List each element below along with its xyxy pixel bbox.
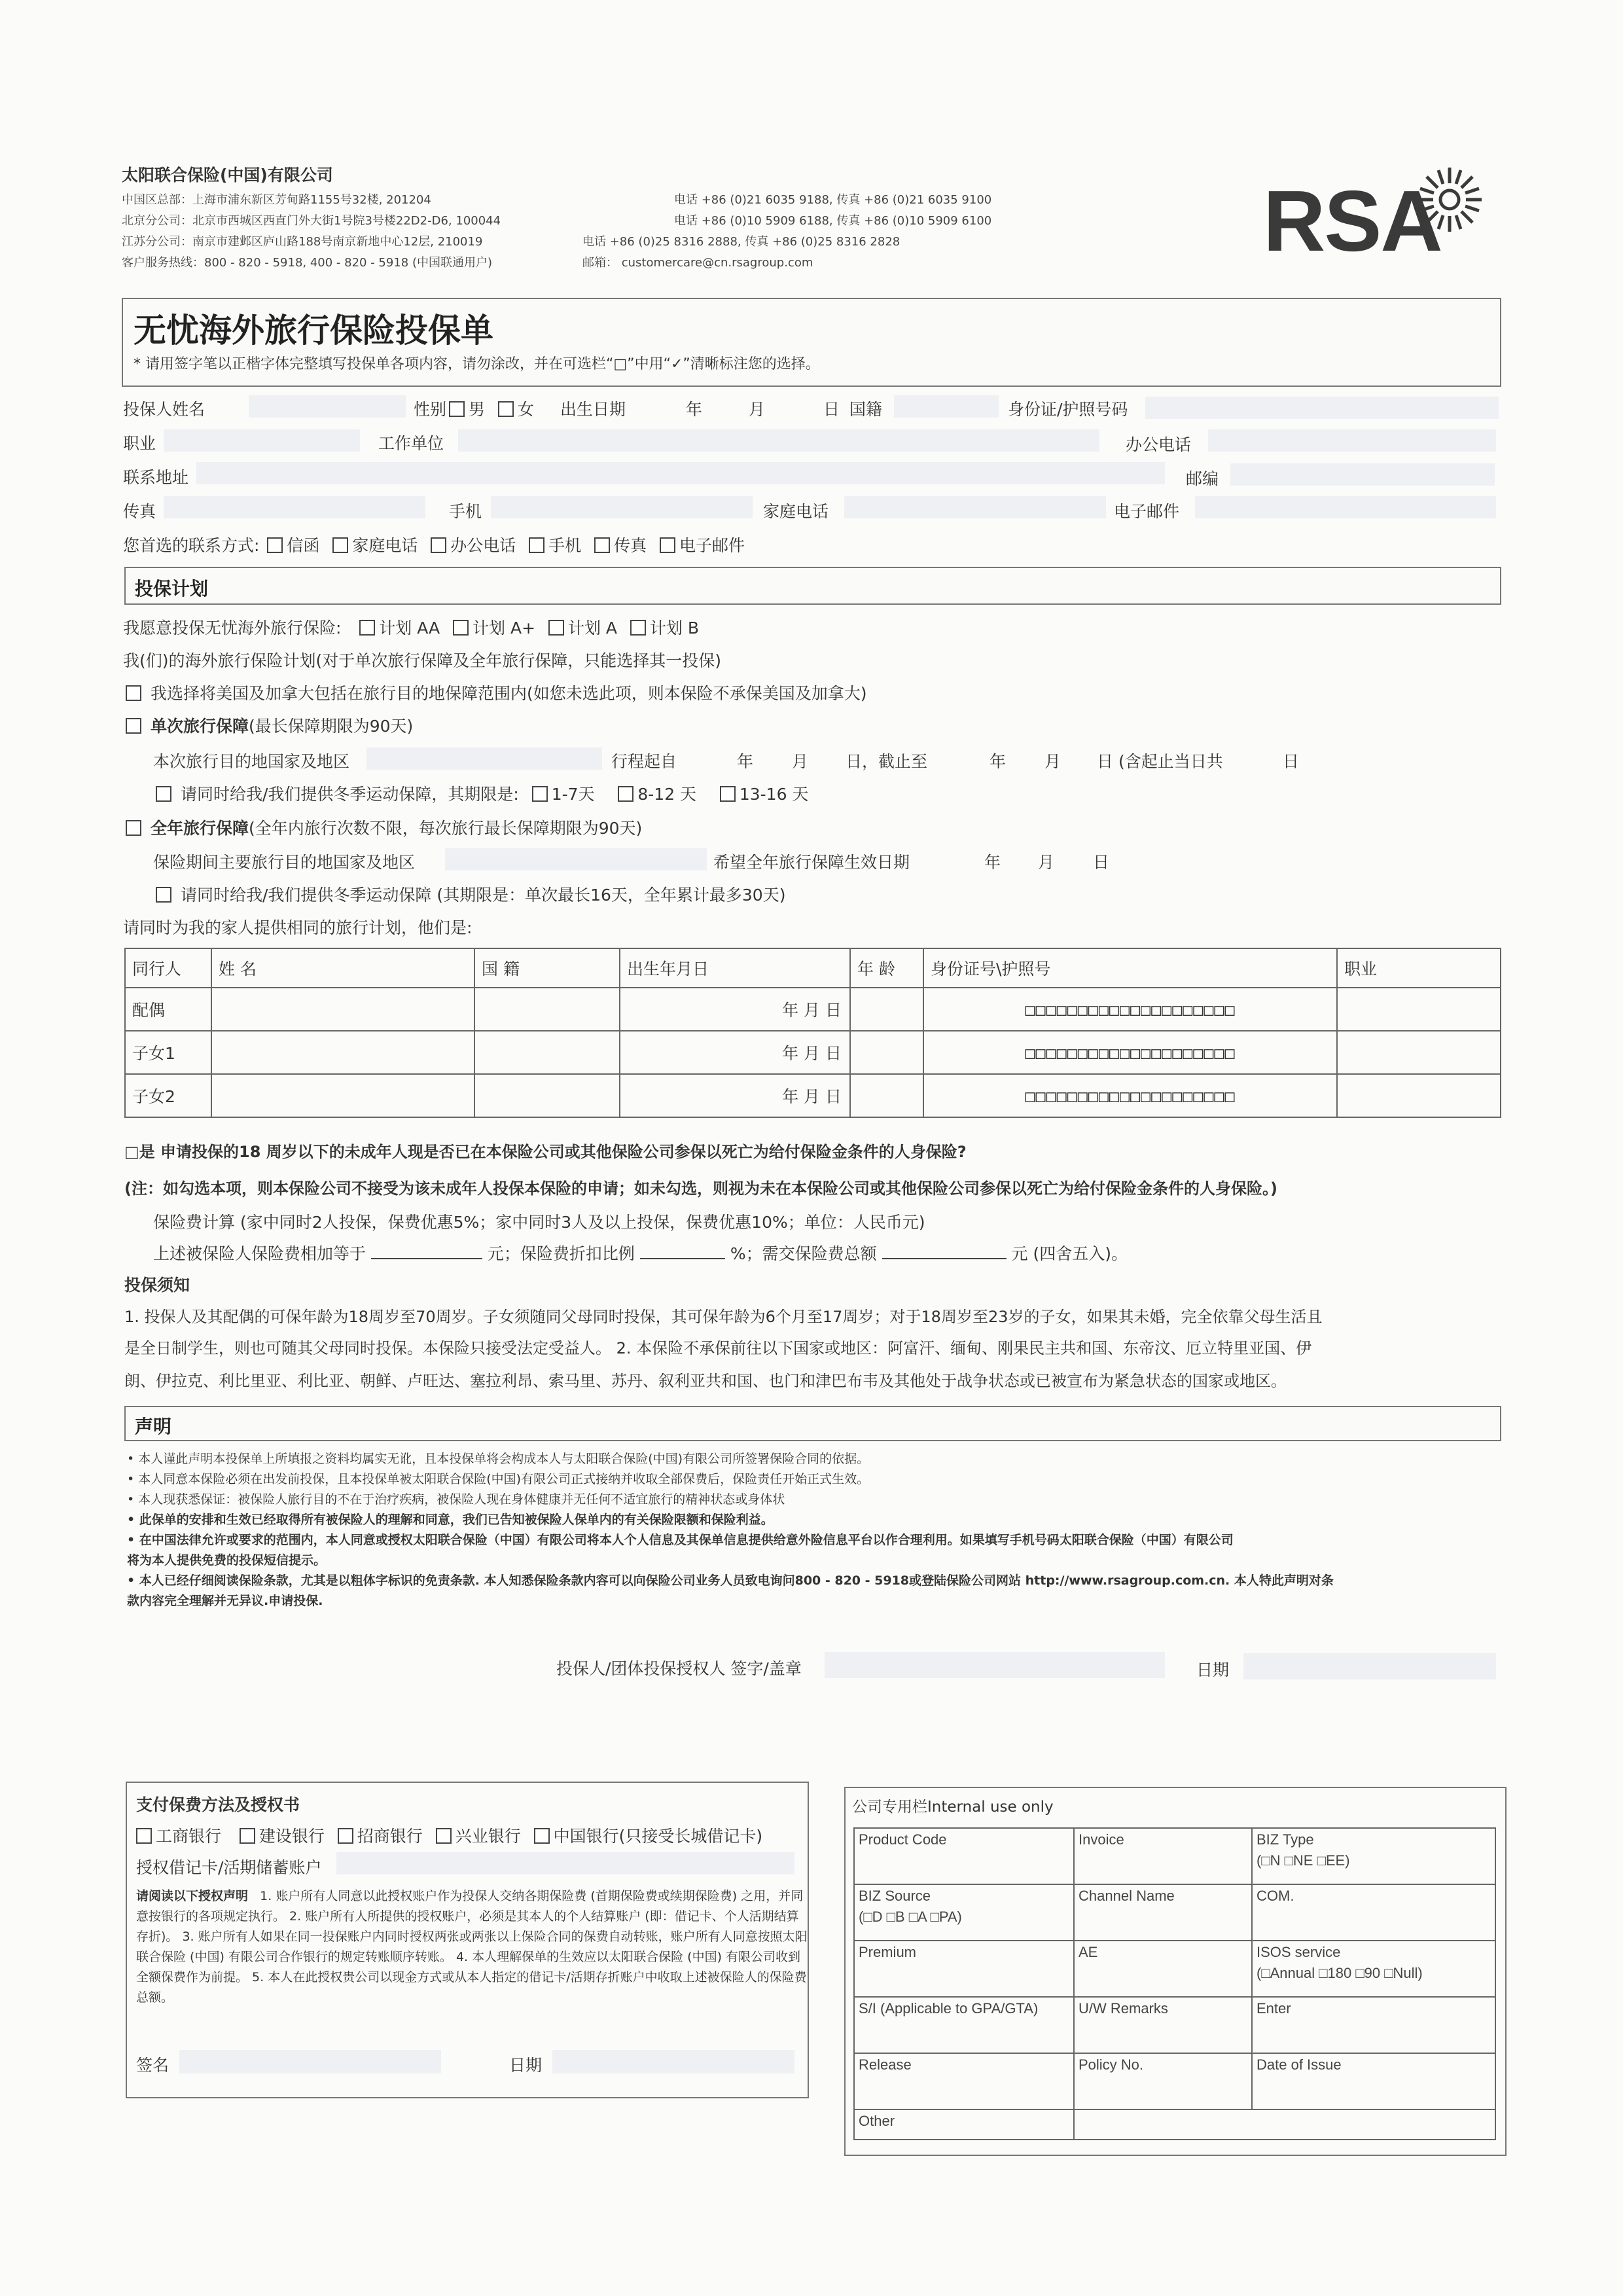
cmb-checkbox[interactable] bbox=[338, 1828, 353, 1844]
product-code-cell[interactable]: Product Code bbox=[854, 1828, 1074, 1884]
family-table bbox=[124, 948, 1501, 1118]
contact-option-label: 信函 bbox=[287, 536, 320, 555]
annual-start-day: 日 bbox=[1093, 853, 1110, 872]
signature-date-label: 日期 bbox=[1196, 1660, 1230, 1679]
winter-1-7-checkbox[interactable] bbox=[532, 786, 548, 802]
total-field[interactable] bbox=[882, 1258, 1007, 1259]
header-cell: 国 籍 bbox=[474, 948, 620, 988]
payment-sign-label: 签名 bbox=[136, 2056, 169, 2075]
trip-start-month: 月 bbox=[792, 752, 809, 771]
header-cell: 同行人 bbox=[125, 948, 211, 988]
gender-label: 性别 bbox=[414, 400, 447, 419]
signature-label: 投保人/团体投保授权人 签字/盖章 bbox=[556, 1659, 802, 1678]
address-field[interactable] bbox=[196, 462, 1165, 484]
uw-remarks-cell[interactable]: U/W Remarks bbox=[1074, 1997, 1252, 2053]
trip-days-day: 日 bbox=[1283, 752, 1300, 771]
contact-option-label: 手机 bbox=[548, 536, 582, 555]
table-row bbox=[854, 1828, 1495, 1884]
single-destination-field[interactable] bbox=[366, 747, 602, 770]
payment-date-label: 日期 bbox=[509, 2056, 543, 2075]
ccb-checkbox[interactable] bbox=[240, 1828, 255, 1844]
minor-question[interactable]: □是 申请投保的18 周岁以下的未成年人现是否已在本保险公司或其他保险公司参保以死亡为给付保险金条件的人身保险? bbox=[124, 1143, 967, 1161]
declaration-line: • 本人同意本保险必须在出发前投保，且本投保单被太阳联合保险(中国)有限公司正式接纳并收取全部保费后，保险责任开始正式生效。 bbox=[127, 1472, 870, 1486]
rsa-logo: RSA bbox=[1263, 173, 1442, 269]
company-name: 太阳联合保险(中国)有限公司 bbox=[122, 166, 333, 185]
winter-8-12-checkbox[interactable] bbox=[618, 786, 633, 802]
total-label: %；需交保险费总额 bbox=[730, 1244, 877, 1263]
contact-office-phone-checkbox[interactable] bbox=[431, 537, 446, 553]
fax-label: 传真 bbox=[123, 502, 156, 521]
contact-home-phone-checkbox[interactable] bbox=[332, 537, 348, 553]
name-cell[interactable] bbox=[211, 1074, 474, 1117]
dob-year: 年 bbox=[686, 400, 703, 419]
annual-destination-label: 保险期间主要旅行目的地国家及地区 bbox=[153, 853, 416, 872]
winter-annual-option bbox=[153, 882, 785, 906]
phone-line: 电话 +86 (0)25 8316 2888, 传真 +86 (0)25 8316 2828 bbox=[582, 235, 901, 249]
annual-start-month: 月 bbox=[1038, 853, 1055, 872]
date-of-issue-cell[interactable]: Date of Issue bbox=[1252, 2053, 1495, 2109]
premium-sum-line bbox=[153, 1241, 1128, 1265]
age-cell[interactable] bbox=[850, 1074, 923, 1117]
annual-trip-note: (全年内旅行次数不限，每次旅行最长保障期限为90天) bbox=[248, 819, 643, 838]
family-table-header bbox=[125, 948, 1501, 988]
table-row bbox=[854, 1941, 1495, 1997]
declaration-section-title: 声明 bbox=[135, 1416, 172, 1437]
table-row bbox=[125, 1074, 1501, 1117]
invoice-cell[interactable]: Invoice bbox=[1074, 1828, 1252, 1884]
trip-end-label: 日，截止至 bbox=[846, 752, 928, 771]
winter-13-16-checkbox[interactable] bbox=[720, 786, 736, 802]
header-cell: 姓 名 bbox=[211, 948, 474, 988]
annual-destination-field[interactable] bbox=[445, 848, 707, 870]
premium-cell[interactable]: Premium bbox=[854, 1941, 1074, 1997]
single-trip-option bbox=[123, 713, 413, 737]
biz-source-options[interactable]: (□D □B □A □PA) bbox=[859, 1909, 962, 1925]
trip-inclusive-label: 日 (含起止当日共 bbox=[1097, 752, 1223, 771]
usa-canada-option bbox=[123, 681, 866, 704]
enter-cell[interactable]: Enter bbox=[1252, 1997, 1495, 2053]
single-destination-label: 本次旅行目的地国家及地区 bbox=[153, 752, 350, 771]
table-row bbox=[125, 988, 1501, 1031]
biz-type-options[interactable]: (□N □NE □EE) bbox=[1257, 1852, 1350, 1869]
minor-note: (注：如勾选本项，则本保险公司不接受为该未成年人投保本保险的申请；如未勾选，则视为未在本保险公司或其他保险公司参保以死亡为给付保险金条件的人身保险。) bbox=[124, 1179, 1277, 1198]
plan-note: 我(们)的海外旅行保险计划(对于单次旅行保障及全年旅行保障，只能选择其一投保) bbox=[123, 651, 722, 670]
form-instructions: * 请用签字笔以正楷字体完整填写投保单各项内容，请勿涂改，并在可选栏“□”中用“✓”清晰标注您的选择。 bbox=[134, 356, 820, 372]
cib-checkbox[interactable] bbox=[436, 1828, 452, 1844]
nationality-label: 国籍 bbox=[849, 400, 883, 419]
winter-option-label: 8-12 天 bbox=[637, 785, 697, 804]
trip-end-year: 年 bbox=[990, 752, 1007, 771]
single-trip-label: 单次旅行保障 bbox=[150, 717, 249, 736]
rounding-label: 元 (四舍五入)。 bbox=[1011, 1244, 1128, 1263]
payment-box bbox=[126, 1782, 809, 2098]
form-title-box bbox=[122, 298, 1501, 387]
payment-date-field[interactable] bbox=[552, 2050, 794, 2073]
discount-field[interactable] bbox=[640, 1258, 725, 1259]
address-line: 中国区总部：上海市浦东新区芳甸路1155号32楼, 201204 bbox=[122, 193, 431, 207]
relation-cell: 配偶 bbox=[125, 988, 211, 1031]
header-cell: 出生年月日 bbox=[620, 948, 850, 988]
header-cell: 职业 bbox=[1337, 948, 1501, 988]
plan-a-checkbox[interactable] bbox=[548, 620, 564, 636]
declaration-line: • 此保单的安排和生效已经取得所有被保险人的理解和同意，我们已告知被保险人保单内的有关保险限额和保险利益。 bbox=[127, 1513, 774, 1527]
id-number-label: 身份证/护照号码 bbox=[1008, 400, 1128, 419]
dob-day: 日 bbox=[823, 400, 840, 419]
annual-trip-option bbox=[123, 816, 642, 839]
home-phone-label: 家庭电话 bbox=[763, 502, 829, 521]
applicant-name-label: 投保人姓名 bbox=[123, 400, 205, 419]
contact-preference bbox=[123, 533, 745, 556]
occupation-field[interactable] bbox=[164, 429, 360, 452]
email-line: 邮箱： customercare@cn.rsagroup.com bbox=[582, 256, 813, 270]
form-title: 无忧海外旅行保险投保单 bbox=[134, 312, 493, 350]
plan-section-title: 投保计划 bbox=[135, 578, 209, 600]
id-boxes-cell[interactable]: □□□□□□□□□□□□□□□□□□□□ bbox=[923, 988, 1337, 1031]
nationality-field[interactable] bbox=[894, 395, 999, 418]
sum-field[interactable] bbox=[371, 1258, 482, 1259]
sum-label: 上述被保险人保险费相加等于 bbox=[153, 1244, 366, 1263]
contact-fax-checkbox[interactable] bbox=[594, 537, 610, 553]
winter-option-label: 13-16 天 bbox=[739, 785, 809, 804]
id-boxes-cell[interactable]: □□□□□□□□□□□□□□□□□□□□ bbox=[923, 1031, 1337, 1074]
age-cell[interactable] bbox=[850, 988, 923, 1031]
boc-checkbox[interactable] bbox=[534, 1828, 550, 1844]
internal-table bbox=[853, 1827, 1496, 2140]
address-line: 江苏分公司：南京市建邺区庐山路188号南京新地中心12层, 210019 bbox=[122, 235, 483, 249]
postcode-field[interactable] bbox=[1230, 463, 1495, 486]
plan-aa-checkbox[interactable] bbox=[359, 620, 375, 636]
si-cell[interactable]: S/I (Applicable to GPA/GTA) bbox=[854, 1997, 1074, 2053]
isos-label: ISOS service bbox=[1257, 1944, 1341, 1960]
plan-b-checkbox[interactable] bbox=[630, 620, 646, 636]
dob-cell[interactable]: 年 月 日 bbox=[620, 1031, 850, 1074]
usa-canada-label: 我选择将美国及加拿大包括在旅行目的地保障范围内(如您未选此项，则本保险不承保美国及加拿大) bbox=[150, 684, 867, 703]
email-label: 电子邮件 bbox=[1114, 502, 1180, 521]
usa-canada-checkbox[interactable] bbox=[126, 685, 141, 701]
dob-month: 月 bbox=[749, 400, 766, 419]
plan-selection bbox=[123, 615, 699, 639]
job-cell[interactable] bbox=[1337, 988, 1501, 1031]
payment-sign-field[interactable] bbox=[179, 2050, 441, 2073]
winter-single-label: 请同时给我/我们提供冬季运动保障，其期限是: bbox=[180, 785, 519, 804]
channel-name-cell[interactable]: Channel Name bbox=[1074, 1884, 1252, 1941]
plan-a-plus-checkbox[interactable] bbox=[453, 620, 469, 636]
occupation-label: 职业 bbox=[123, 434, 156, 453]
table-row bbox=[125, 1031, 1501, 1074]
nationality-cell[interactable] bbox=[474, 1031, 620, 1074]
winter-option-label: 1-7天 bbox=[551, 785, 595, 804]
annual-trip-checkbox[interactable] bbox=[126, 820, 141, 836]
male-checkbox[interactable] bbox=[449, 401, 465, 417]
address-line: 客户服务热线：800 - 820 - 5918, 400 - 820 - 5918 (中国联通用户) bbox=[122, 256, 493, 270]
authorization-text bbox=[136, 1886, 810, 2008]
job-cell[interactable] bbox=[1337, 1074, 1501, 1117]
employer-label: 工作单位 bbox=[378, 434, 444, 453]
table-row bbox=[854, 1884, 1495, 1941]
biz-source-cell[interactable] bbox=[854, 1884, 1074, 1941]
bank-label: 工商银行 bbox=[156, 1827, 222, 1846]
biz-type-label: BIZ Type bbox=[1257, 1831, 1314, 1848]
age-cell[interactable] bbox=[850, 1031, 923, 1074]
release-cell[interactable]: Release bbox=[854, 2053, 1074, 2109]
dob-cell[interactable]: 年 月 日 bbox=[620, 988, 850, 1031]
trip-end-month: 月 bbox=[1044, 752, 1061, 771]
bank-label: 招商银行 bbox=[357, 1827, 423, 1846]
bank-options bbox=[134, 1823, 762, 1847]
account-field[interactable] bbox=[336, 1852, 794, 1874]
bank-label: 中国银行(只接受长城借记卡) bbox=[553, 1827, 763, 1846]
email-field[interactable] bbox=[1195, 496, 1496, 518]
account-label: 授权借记卡/活期储蓄账户 bbox=[136, 1858, 322, 1877]
contact-mobile-checkbox[interactable] bbox=[529, 537, 544, 553]
contact-option-label: 电子邮件 bbox=[679, 536, 745, 555]
dob-label: 出生日期 bbox=[560, 400, 626, 419]
dob-cell[interactable]: 年 月 日 bbox=[620, 1074, 850, 1117]
plan-section-header bbox=[124, 567, 1501, 605]
applicant-name-field[interactable] bbox=[249, 395, 406, 418]
gender-group bbox=[414, 397, 534, 420]
id-boxes-cell[interactable]: □□□□□□□□□□□□□□□□□□□□ bbox=[923, 1074, 1337, 1117]
payment-title: 支付保费方法及授权书 bbox=[136, 1795, 300, 1814]
auth-body: 1. 账户所有人同意以此授权账户作为投保人交纳各期保险费 (首期保险费或续期保险费) 之用，并同意按银行的各项规定执行。 2. 账户所有人所提供的授权账户，必须是其本人的个人结算账户 (即：借记卡、个人活期结算存折)。 3. 账户所有人如果在同一投保账户内同时授权两张或两张以上保险合同的保费自动转账，账户所有人同意按照太阳联合保险 (中国) 有限公司合作银行的规定转账顺序转账。 4. 本人理解保单的生效应以太阳联合保险 (中国) 有限公司收到全额保费作为前提。 5. 本人在此授权贵公司以现金方式或从本人指定的借记卡/活期存折账户中收取上述被保险人的保险费总额。 bbox=[136, 1889, 808, 2005]
plan-want-label: 我愿意投保无忧海外旅行保险: bbox=[123, 619, 342, 637]
auth-title: 请阅读以下授权声明 bbox=[136, 1889, 249, 1903]
trip-start-year: 年 bbox=[737, 752, 754, 771]
phone-line: 电话 +86 (0)21 6035 9188, 传真 +86 (0)21 6035 9100 bbox=[674, 193, 992, 207]
mobile-field[interactable] bbox=[491, 496, 753, 518]
phone-block bbox=[582, 190, 992, 274]
single-trip-note: (最长保障期限为90天) bbox=[248, 717, 414, 736]
address-line: 北京分公司：北京市西城区西直门外大街1号院3号楼22D2-D6, 100044 bbox=[122, 214, 501, 228]
address-label: 联系地址 bbox=[123, 468, 189, 487]
male-label: 男 bbox=[469, 400, 486, 419]
contact-pref-label: 您首选的联系方式: bbox=[123, 536, 260, 555]
office-phone-field[interactable] bbox=[1208, 429, 1496, 452]
sun-logo-icon bbox=[1414, 164, 1486, 236]
female-checkbox[interactable] bbox=[498, 401, 514, 417]
contact-option-label: 办公电话 bbox=[450, 536, 516, 555]
nationality-cell[interactable] bbox=[474, 988, 620, 1031]
ae-cell[interactable]: AE bbox=[1074, 1941, 1252, 1997]
table-row bbox=[854, 2053, 1495, 2109]
notice-title: 投保须知 bbox=[124, 1276, 190, 1295]
plan-option-label: 计划 A+ bbox=[473, 619, 536, 637]
bank-label: 兴业银行 bbox=[455, 1827, 521, 1846]
isos-cell[interactable] bbox=[1252, 1941, 1495, 1997]
contact-letter-checkbox[interactable] bbox=[267, 537, 283, 553]
isos-options[interactable]: (□Annual □180 □90 □Null) bbox=[1257, 1965, 1423, 1981]
premium-calc-note: 保险费计算 (家中同时2人投保，保费优惠5%；家中同时3人及以上投保，保费优惠10%；单位：人民币元) bbox=[153, 1213, 925, 1232]
policy-no-cell[interactable]: Policy No. bbox=[1074, 2053, 1252, 2109]
name-cell[interactable] bbox=[211, 988, 474, 1031]
single-trip-checkbox[interactable] bbox=[126, 718, 141, 734]
notice-line: 1. 投保人及其配偶的可保年龄为18周岁至70周岁。子女须随同父母同时投保，其可保年龄为6个月至17周岁；对于18周岁至23岁的子女，如果其未婚，完全依靠父母生活且 bbox=[124, 1308, 1323, 1326]
relation-cell: 子女1 bbox=[125, 1031, 211, 1074]
declaration-section-header bbox=[124, 1406, 1501, 1441]
annual-start-label: 希望全年旅行保障生效日期 bbox=[713, 853, 910, 872]
phone-line: 电话 +86 (0)10 5909 6188, 传真 +86 (0)10 5909 6100 bbox=[674, 214, 992, 228]
employer-field[interactable] bbox=[458, 429, 1099, 452]
header-cell: 身份证号\护照号 bbox=[923, 948, 1337, 988]
biz-source-label: BIZ Source bbox=[859, 1888, 931, 1904]
trip-start-label: 行程起自 bbox=[611, 752, 677, 771]
icbc-checkbox[interactable] bbox=[136, 1828, 152, 1844]
contact-option-label: 家庭电话 bbox=[352, 536, 418, 555]
home-phone-field[interactable] bbox=[844, 496, 1106, 518]
biz-type-cell[interactable] bbox=[1252, 1828, 1495, 1884]
table-row bbox=[854, 2109, 1495, 2140]
winter-single-checkbox[interactable] bbox=[156, 786, 171, 802]
declaration-line: • 在中国法律允许或要求的范围内，本人同意或授权太阳联合保险（中国）有限公司将本人个人信息及其保单信息提供给意外险信息平台以作合理利用。如果填写手机号码太阳联合保险（中国）有限公司 bbox=[127, 1533, 1234, 1547]
internal-title: 公司专用栏Internal use only bbox=[852, 1799, 1054, 1816]
id-number-field[interactable] bbox=[1145, 397, 1499, 419]
family-note: 请同时为我的家人提供相同的旅行计划，他们是: bbox=[123, 918, 473, 937]
postcode-label: 邮编 bbox=[1186, 469, 1219, 488]
other-cell[interactable]: Other bbox=[854, 2109, 1074, 2140]
winter-annual-label: 请同时给我/我们提供冬季运动保障 (其期限是：单次最长16天，全年累计最多30天) bbox=[180, 886, 786, 905]
declaration-line: • 本人现获悉保证：被保险人旅行目的不在于治疗疾病，被保险人现在身体健康并无任何不适宜旅行的精神状态或身体状 bbox=[127, 1492, 785, 1507]
signature-date-field[interactable] bbox=[1243, 1653, 1496, 1679]
winter-single-option bbox=[153, 781, 808, 805]
bank-label: 建设银行 bbox=[259, 1827, 325, 1846]
plan-option-label: 计划 B bbox=[649, 619, 700, 637]
name-cell[interactable] bbox=[211, 1031, 474, 1074]
com-cell[interactable]: COM. bbox=[1252, 1884, 1495, 1941]
annual-start-year: 年 bbox=[984, 853, 1001, 872]
job-cell[interactable] bbox=[1337, 1031, 1501, 1074]
plan-option-label: 计划 AA bbox=[379, 619, 440, 637]
office-phone-label: 办公电话 bbox=[1126, 435, 1192, 454]
mobile-label: 手机 bbox=[449, 502, 482, 521]
declaration-line: 将为本人提供免费的投保短信提示。 bbox=[127, 1553, 327, 1568]
discount-label: 元；保险费折扣比例 bbox=[487, 1244, 635, 1263]
relation-cell: 子女2 bbox=[125, 1074, 211, 1117]
annual-trip-label: 全年旅行保障 bbox=[150, 819, 249, 838]
other-value-cell[interactable] bbox=[1074, 2109, 1495, 2140]
contact-email-checkbox[interactable] bbox=[660, 537, 675, 553]
declaration-line: • 本人谨此声明本投保单上所填报之资料均属实无讹，且本投保单将会构成本人与太阳联合保险(中国)有限公司所签署保险合同的依据。 bbox=[127, 1452, 870, 1466]
notice-line: 是全日制学生，则也可随其父母同时投保。本保险只接受法定受益人。 2. 本保险不承保前往以下国家或地区：阿富汗、缅甸、刚果民主共和国、东帝汶、厄立特里亚国、伊 bbox=[124, 1339, 1312, 1357]
female-label: 女 bbox=[517, 400, 534, 419]
plan-option-label: 计划 A bbox=[567, 619, 618, 637]
notice-line: 朗、伊拉克、利比里亚、利比亚、朝鲜、卢旺达、塞拉利昂、索马里、苏丹、叙利亚共和国、也门和津巴布韦及其他处于战争状态或已被宣布为紧急状态的国家或地区。 bbox=[124, 1372, 1287, 1390]
declaration-line: • 本人已经仔细阅读保险条款，尤其是以粗体字标识的免责条款. 本人知悉保险条款内容可以向保险公司业务人员致电询问800 - 820 - 5918或登陆保险公司网站 http://www.rsagroup.com.cn. 本人特此声明对条 bbox=[127, 1573, 1334, 1588]
signature-field[interactable] bbox=[825, 1652, 1165, 1678]
declaration-list bbox=[127, 1449, 1334, 1611]
declaration-line: 款内容完全理解并无异议.申请投保. bbox=[127, 1594, 323, 1608]
contact-option-label: 传真 bbox=[614, 536, 647, 555]
winter-annual-checkbox[interactable] bbox=[156, 887, 171, 903]
header-cell: 年 龄 bbox=[850, 948, 923, 988]
address-block bbox=[122, 190, 501, 274]
table-row bbox=[854, 1997, 1495, 2053]
fax-field[interactable] bbox=[164, 496, 425, 518]
nationality-cell[interactable] bbox=[474, 1074, 620, 1117]
